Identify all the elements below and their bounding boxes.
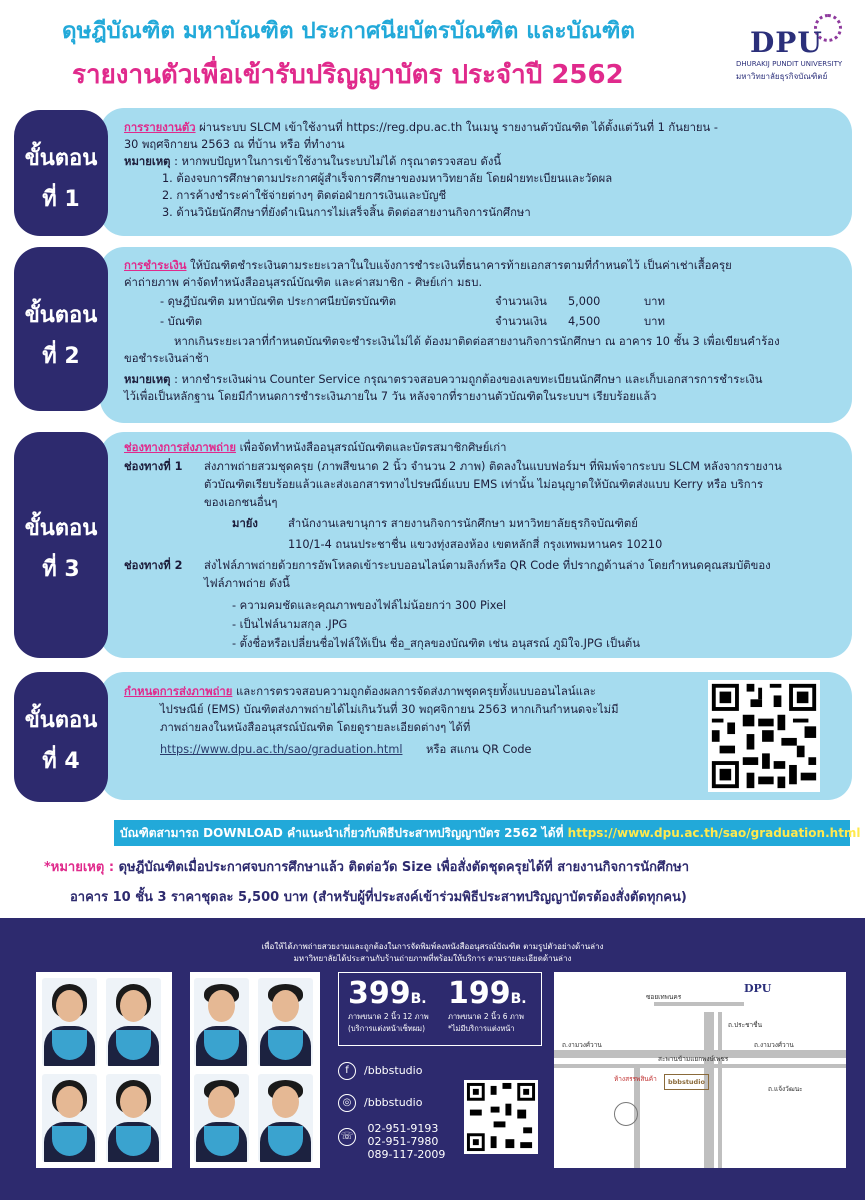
footer-note-1: เพื่อให้ได้ภาพถ่ายสวยงามและถูกต้องในการจัดพิมพ์ลงหนังสืออนุสรณ์บัณฑิต ตามรูปตัวอย่างด้านล่าง <box>261 942 604 951</box>
download-link: https://www.dpu.ac.th/sao/graduation.html <box>567 826 861 840</box>
sample-photo <box>42 978 97 1066</box>
note-line-2: อาคาร 10 ชั้น 3 ราคาชุดละ 5,500 บาท (สำหรับผู้ที่ประสงค์เข้าร่วมพิธีประสาทปริญญาบัตรต้องสั่งตัดทุกคน) <box>70 890 687 905</box>
phone-2[interactable]: 02-951-7980 <box>367 1135 439 1148</box>
phone-1[interactable]: 02-951-9193 <box>367 1122 439 1135</box>
step-4-badge <box>14 672 108 802</box>
step-2-line-3: หากเกินระยะเวลาที่กำหนดบัณฑิตจะชำระเงินไม่ได้ ต้องมาติดต่อสายงานกิจการนักศึกษา ณ อาคาร 10 ชั้น 3 เพื่อเขียนคำร้อง <box>174 335 780 348</box>
map-label: สะพานข้ามแยกพงษ์เพชร <box>658 1055 729 1063</box>
step-number: ที่ 2 <box>42 344 80 369</box>
step-1-line-2: 30 พฤศจิกายน 2563 ณ ที่บ้าน หรือ ที่ทำงาน <box>124 138 345 151</box>
step-1-line-1: การรายงานตัว ผ่านระบบ SLCM เข้าใช้งานที่ https://reg.dpu.ac.th ในเมนู รายงานตัวบัณฑิต ได้ตั้งแต่วันที่ 1 กันยายน - <box>124 121 718 134</box>
studio-map-marker: bbbstudio <box>664 1074 709 1090</box>
qr-code-icon[interactable] <box>708 680 820 792</box>
logo-thai: มหาวิทยาลัยธุรกิจบัณฑิตย์ <box>736 72 828 81</box>
step-number: ที่ 4 <box>42 749 80 774</box>
fee-row-2-name: - บัณฑิต <box>160 315 203 328</box>
map-label: ถ.งามวงศ์วาน <box>562 1041 602 1049</box>
graduation-link[interactable]: https://www.dpu.ac.th/sao/graduation.html <box>160 743 403 756</box>
instagram-icon: ◎ <box>338 1094 356 1112</box>
channel-2-label: ช่องทางที่ 2 <box>124 559 183 572</box>
download-bar[interactable]: บัณฑิตสามารถ DOWNLOAD คำแนะนำเกี่ยวกับพิธีประสาทปริญญาบัตร 2562 ได้ที่ https://www.dpu.ac.th/sao/graduation.html <box>114 820 850 846</box>
phone-icon: ☏ <box>338 1128 356 1146</box>
mail-to-label: มายัง <box>232 517 258 530</box>
price-199: 199B. ภาพขนาด 2 นิ้ว 6 ภาพ *ไม่มีบริการแต่งหน้า <box>448 976 527 1033</box>
step-2-badge <box>14 247 108 411</box>
channel-1-line-3: ของเอกชนอื่นๆ <box>204 496 278 509</box>
step-2-note-2: ไว้เพื่อเป็นหลักฐาน โดยมีกำหนดการชำระเงินภายใน 7 วัน หลังจากที่รายงานตัวบัณฑิตในระบบฯ เรียบร้อยแล้ว <box>124 390 657 403</box>
map-label: ซอยเทพนคร <box>646 993 682 1001</box>
sample-photo <box>106 978 161 1066</box>
dpu-logo <box>734 14 844 84</box>
logo-english: DHURAKIJ PUNDIT UNIVERSITY <box>736 60 843 68</box>
phone-3[interactable]: 089-117-2009 <box>367 1148 446 1161</box>
facebook-link[interactable]: f /bbbstudio <box>338 1062 422 1080</box>
female-sample-photos <box>36 972 172 1168</box>
fee-row-2-label: จำนวนเงิน <box>495 315 547 328</box>
title-line-2: รายงานตัวเพื่อเข้ารับปริญญาบัตร ประจำปี 2562 <box>72 60 624 90</box>
instagram-link[interactable]: ◎ /bbbstudio <box>338 1094 422 1112</box>
channel-1-label: ช่องทางที่ 1 <box>124 460 183 473</box>
map-label: ห้างสรรพสินค้า <box>614 1075 657 1083</box>
map-label: ถ.แจ้งวัฒนะ <box>768 1085 803 1093</box>
fee-row-1-label: จำนวนเงิน <box>495 295 547 308</box>
mail-address-2: 110/1-4 ถนนประชาชื่น แขวงทุ่งสองห้อง เขตหลักสี่ กรุงเทพมหานคร 10210 <box>288 538 663 551</box>
step-2-line-4: ขอชำระเงินล่าช้า <box>124 352 210 365</box>
step-1-note: หมายเหตุ : หากพบปัญหาในการเข้าใช้งานในระบบไม่ได้ กรุณาตรวจสอบ ดังนี้ <box>124 155 502 168</box>
step-1-item-3: 3. ด้านวินัยนักศึกษาที่ยังดำเนินการไม่เสร็จสิ้น ติดต่อสายงานกิจการนักศึกษา <box>162 206 531 219</box>
step-number: ที่ 1 <box>42 187 80 212</box>
sample-photo <box>194 1074 249 1162</box>
mail-address-1: สำนักงานเลขานุการ สายงานกิจการนักศึกษา มหาวิทยาลัยธุรกิจบัณฑิตย์ <box>288 517 638 530</box>
step-1-item-2: 2. การค้างชำระค่าใช้จ่ายต่างๆ ติดต่อฝ่ายการเงินและบัญชี <box>162 189 447 202</box>
studio-location-map <box>554 972 846 1168</box>
fee-row-2-unit: บาท <box>644 315 665 328</box>
fee-row-1-name: - ดุษฎีบัณฑิต มหาบัณฑิต ประกาศนียบัตรบัณฑิต <box>160 295 397 308</box>
phone-block <box>338 1122 445 1161</box>
scan-qr-text: หรือ สแกน QR Code <box>426 743 532 756</box>
sample-photo <box>258 978 313 1066</box>
price-399: 399B. ภาพขนาด 2 นิ้ว 12 ภาพ (บริการแต่งหน้าเซ็ทผม) <box>348 976 429 1033</box>
sample-photo <box>42 1074 97 1162</box>
fee-row-1-unit: บาท <box>644 295 665 308</box>
step-4-line-1: กำหนดการส่งภาพถ่าย และการตรวจสอบความถูกต้องผลการจัดส่งภาพชุดครุยทั้งแบบออนไลน์และ <box>124 685 596 698</box>
fee-row-1-amount: 5,000 <box>568 295 601 308</box>
step-label: ขั้นตอน <box>24 303 98 328</box>
step-1-badge <box>14 110 108 236</box>
step-2-line-1: การชำระเงิน ให้บัณฑิตชำระเงินตามระยะเวลาในใบแจ้งการชำระเงินที่ธนาคารท้ายเอกสารตามที่กำหนดไว้ เป็นค่าเช่าเสื้อครุย <box>124 259 732 272</box>
step-label: ขั้นตอน <box>24 146 98 171</box>
channel-1-line-2: ตัวบัณฑิตเรียบร้อยแล้วและส่งเอกสารทางไปรษณีย์แบบ EMS เท่านั้น ไม่อนุญาตให้บัณฑิตส่งแบบ Kerry หรือ บริการ <box>204 478 764 491</box>
footer-note-2: มหาวิทยาลัยได้ประสานกับร้านถ่ายภาพที่พร้อมให้บริการ ตามรายละเอียดด้านล่าง <box>293 954 572 963</box>
file-requirement-1: - ความคมชัดและคุณภาพของไฟล์ไม่น้อยกว่า 300 Pixel <box>232 599 507 612</box>
step-number: ที่ 3 <box>42 557 80 582</box>
step-4-line-3: ภาพถ่ายลงในหนังสืออนุสรณ์บัณฑิต โดยดูรายละเอียดต่างๆ ได้ที่ <box>160 721 471 734</box>
studio-qr-code-icon[interactable] <box>464 1080 538 1154</box>
step-1-item-1: 1. ต้องจบการศึกษาตามประกาศผู้สำเร็จการศึกษาของมหาวิทยาลัย โดยฝ่ายทะเบียนและวัดผล <box>162 172 613 185</box>
note-line-1: *หมายเหตุ : ดุษฎีบัณฑิตเมื่อประกาศจบการศึกษาแล้ว ติดต่อวัด Size เพื่อสั่งตัดชุดครุยได้ที่ สายงานกิจการนักศึกษา <box>44 860 690 875</box>
step-3-badge <box>14 432 108 658</box>
sample-photo <box>258 1074 313 1162</box>
step-4-line-2: ไปรษณีย์ (EMS) บัณฑิตส่งภาพถ่ายได้ไม่เกินวันที่ 30 พฤศจิกายน 2563 หากเกินกำหนดจะไม่มี <box>160 703 619 716</box>
file-requirement-3: - ตั้งชื่อหรือเปลี่ยนชื่อไฟล์ให้เป็น ชื่อ_สกุลของบัณฑิต เช่น อนุสรณ์ ภูมิใจ.JPG เป็นต้น <box>232 637 640 650</box>
step-2-note-1: หมายเหตุ : หากชำระเงินผ่าน Counter Service กรุณาตรวจสอบความถูกต้องของเลขทะเบียนนักศึกษา และเก็บเอกสารการชำระเงิน <box>124 373 763 386</box>
map-label: ถ.ประชาชื่น <box>728 1021 763 1029</box>
male-sample-photos <box>190 972 320 1168</box>
file-requirement-2: - เป็นไฟล์นามสกุล .JPG <box>232 618 348 631</box>
channel-2-line-1: ส่งไฟล์ภาพถ่ายด้วยการอัพโหลดเข้าระบบออนไลน์ตามลิงก์หรือ QR Code ที่ปรากฏด้านล่าง โดยกำหนดคุณสมบัติของ <box>204 559 771 572</box>
step-label: ขั้นตอน <box>24 516 98 541</box>
step-3-line-1: ช่องทางการส่งภาพถ่าย เพื่อจัดทำหนังสืออนุสรณ์บัณฑิตและบัตรสมาชิกศิษย์เก่า <box>124 441 507 454</box>
step-2-line-2: ค่าถ่ายภาพ ค่าจัดทำหนังสืออนุสรณ์บัณฑิต และค่าสมาชิก - ศิษย์เก่า มธบ. <box>124 276 483 289</box>
map-dpu-marker: DPU <box>744 982 772 995</box>
logo-text: DPU <box>750 26 823 59</box>
channel-2-line-2: ไฟล์ภาพถ่าย ดังนี้ <box>204 577 290 590</box>
sample-photo <box>106 1074 161 1162</box>
fee-row-2-amount: 4,500 <box>568 315 601 328</box>
home-icon <box>614 1102 638 1126</box>
sample-photo <box>194 978 249 1066</box>
map-label: ถ.งามวงศ์วาน <box>754 1041 794 1049</box>
title-line-1: ดุษฎีบัณฑิต มหาบัณฑิต ประกาศนียบัตรบัณฑิต และบัณฑิต <box>62 18 636 44</box>
step-label: ขั้นตอน <box>24 708 98 733</box>
facebook-icon: f <box>338 1062 356 1080</box>
channel-1-line-1: ส่งภาพถ่ายสวมชุดครุย (ภาพสีขนาด 2 นิ้ว จำนวน 2 ภาพ) ติดลงในแบบฟอร์มฯ ที่พิมพ์จากระบบ SLCM หลังจากรายงาน <box>204 460 782 473</box>
